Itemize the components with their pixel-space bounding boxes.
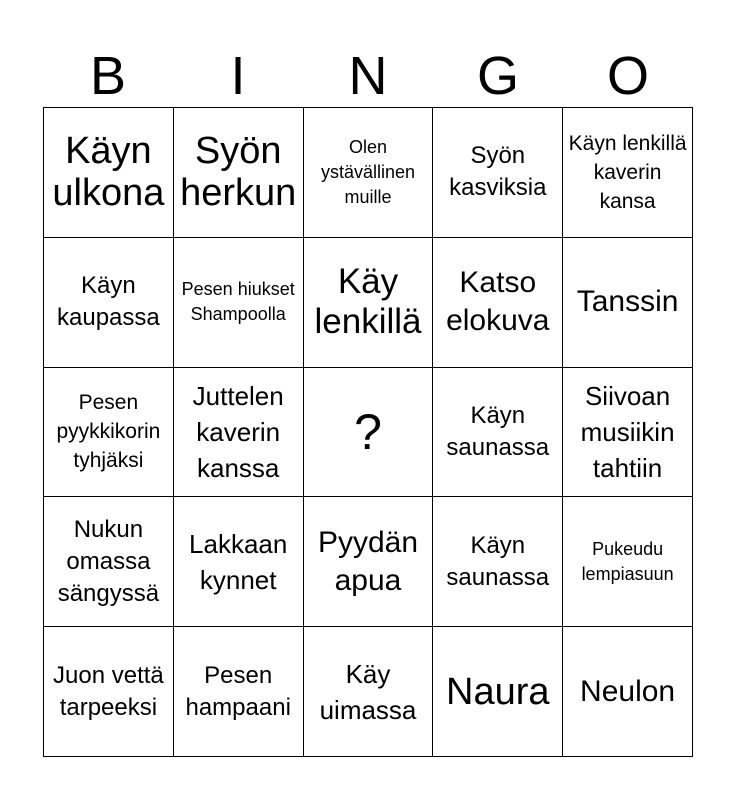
cell-text: Olen ystävällinen muille <box>320 136 416 207</box>
cell-text: Käy uimassa <box>319 658 417 725</box>
cell-text: Käyn saunassa <box>446 401 550 461</box>
bingo-cell[interactable] <box>174 108 304 238</box>
bingo-cell[interactable] <box>563 238 693 368</box>
header-letter-g: G <box>476 46 519 106</box>
cell-text: Pukeudu lempiasuun <box>581 538 674 584</box>
bingo-cell[interactable] <box>433 108 563 238</box>
bingo-grid <box>43 107 693 757</box>
bingo-cell[interactable] <box>433 627 563 757</box>
cell-text: Käyn lenkillä kaverin kansa <box>568 131 687 213</box>
cell-text: Juon vettä tarpeeksi <box>53 661 164 721</box>
cell-text: Käyn saunassa <box>446 531 550 591</box>
bingo-cell[interactable] <box>563 368 693 498</box>
cell-text: Pyydän apua <box>317 525 419 597</box>
bingo-cell[interactable] <box>174 627 304 757</box>
cell-text: Pesen hampaani <box>185 661 291 721</box>
bingo-cell[interactable] <box>44 497 174 627</box>
cell-text: Tanssin <box>576 285 679 319</box>
bingo-cell[interactable] <box>174 238 304 368</box>
bingo-cell[interactable] <box>44 627 174 757</box>
cell-text: Käyn ulkona <box>52 130 165 215</box>
cell-text: Syön kasviksia <box>449 142 547 202</box>
bingo-cell[interactable] <box>174 497 304 627</box>
cell-text: Pesen hiukset Shampoolla <box>181 279 295 325</box>
cell-text: Katso elokuva <box>446 266 550 338</box>
header-letter-b: B <box>89 46 127 106</box>
header-letter-o: O <box>606 46 649 106</box>
bingo-cell[interactable] <box>433 497 563 627</box>
bingo-cell[interactable] <box>44 368 174 498</box>
bingo-cell[interactable] <box>433 368 563 498</box>
free-space-cell[interactable] <box>304 368 434 498</box>
bingo-cell[interactable] <box>304 627 434 757</box>
bingo-cell[interactable] <box>563 108 693 238</box>
bingo-cell[interactable] <box>174 368 304 498</box>
bingo-cell[interactable] <box>563 497 693 627</box>
header-letter-n: N <box>348 46 388 106</box>
cell-text: Lakkaan kynnet <box>189 528 288 595</box>
bingo-header <box>43 44 693 108</box>
cell-text: Syön herkun <box>180 130 297 215</box>
bingo-cell[interactable] <box>44 108 174 238</box>
bingo-cell[interactable] <box>563 627 693 757</box>
cell-text: Juttelen kaverin kanssa <box>192 380 284 483</box>
cell-text: Nukun omassa sängyssä <box>57 515 160 607</box>
bingo-cell[interactable] <box>44 238 174 368</box>
bingo-cell[interactable] <box>304 108 434 238</box>
bingo-cell[interactable] <box>304 238 434 368</box>
cell-text: ? <box>354 403 382 460</box>
cell-text: Käy lenkillä <box>314 262 422 342</box>
cell-text: Käyn kaupassa <box>57 272 160 332</box>
cell-text: Naura <box>446 670 550 713</box>
bingo-cell[interactable] <box>304 497 434 627</box>
bingo-cell[interactable] <box>433 238 563 368</box>
cell-text: Pesen pyykkikorin tyhjäksi <box>56 391 161 473</box>
header-letter-i: I <box>230 46 246 106</box>
cell-text: Siivoan musiikin tahtiin <box>580 380 675 483</box>
cell-text: Neulon <box>580 674 676 708</box>
